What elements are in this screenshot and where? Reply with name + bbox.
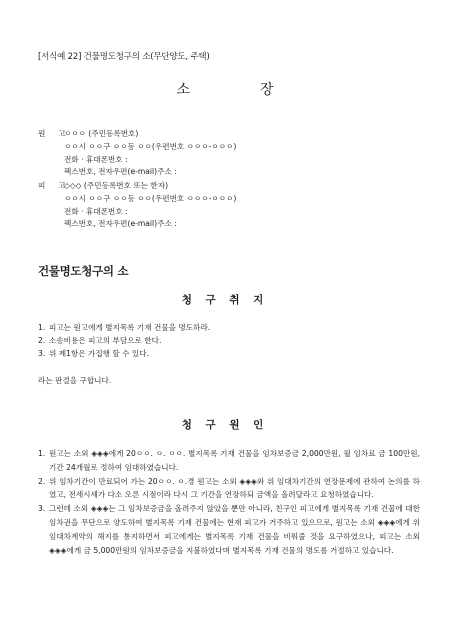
claim-purpose-heading: 청 구 취 지 bbox=[181, 294, 269, 306]
claim-reasons-heading: 청 구 원 인 bbox=[181, 419, 269, 431]
document-title-char: 장 bbox=[260, 82, 274, 98]
list-item: 1. 원고는 소외 ◈◈◈에게 20ㅇㅇ. ㅇ. ㅇㅇ. 별지목록 기재 건물을 임차보증금 2,000만원, 월 임차료 금 100만원, 기간 24개월로 정하여 임대하였습니다. bbox=[38, 449, 420, 472]
list-item: 1. 피고는 원고에게 별지목록 기재 건물을 명도하라. bbox=[38, 323, 211, 332]
plaintiff-address: ㅇㅇ시 ㅇㅇ구 ㅇㅇ동 ㅇㅇ(우편번호 ㅇㅇㅇ-ㅇㅇㅇ) bbox=[64, 141, 237, 151]
plaintiff-phone: 전화 · 휴대폰번호 : bbox=[64, 154, 128, 164]
form-label: [서식예 22] 건물명도청구의 소(무단양도, 주택) bbox=[38, 52, 210, 62]
list-item: 2. 소송비용은 피고의 부담으로 한다. bbox=[38, 336, 162, 346]
plaintiff-label: 원 고 bbox=[38, 129, 66, 138]
claim-purpose-list bbox=[38, 321, 420, 361]
plaintiff-fax-email: 팩스번호, 전자우편(e-mail)주소 : bbox=[64, 167, 177, 177]
defendant-fax-email: 팩스번호, 전자우편(e-mail)주소 : bbox=[64, 219, 177, 229]
plaintiff-name: ㅇㅇㅇ (주민등록번호) bbox=[64, 129, 139, 138]
defendant-label: 피 고 bbox=[38, 181, 66, 190]
claim-conclusion: 라는 판결을 구합니다. bbox=[38, 376, 112, 385]
document-title-char: 소 bbox=[176, 82, 190, 98]
claim-reasons-list bbox=[38, 447, 420, 557]
list-item: 3. 그런데 소외 ◈◈◈는 그 임차보증금을 올려주지 않았을 뿐만 아니라, 친구인 피고에게 별지목록 기재 건물에 대한 임차권을 무단으로 양도하여 별지목록 기재 건물에는 현재 피고가 거주하고 있으므로, 원고는 소외 ◈◈◈에게 위 임대차계약의 해지를 통지하면서 피고에게는 별지목록 기재 건물을 비워줄 것을 요구하였으나, 피고는 소외 ◈◈◈에게 금 5,000만원의 임차보증금을 지불하였다며 별지목록 기재 건물의 명도를 거절하고 있습니다. bbox=[38, 504, 420, 555]
defendant-name: ◇◇◇ (주민등록번호 또는 한자) bbox=[64, 181, 169, 190]
list-item: 3. 위 제1항은 가집행 할 수 있다. bbox=[38, 349, 150, 359]
document-title bbox=[0, 79, 450, 99]
list-item: 2. 위 임차기간이 만료되어 가는 20ㅇㅇ. ㅇ.경 원고는 소외 ◈◈◈와 위 임대차기간의 연장문제에 관하여 논의를 하였고, 전세시세가 다소 오른 시점이라 다시 그 기간을 연장하되 금액을 올려달라고 요청하였습니다. bbox=[38, 476, 420, 500]
defendant-phone: 전화 · 휴대폰번호 : bbox=[64, 206, 128, 216]
defendant-address: ㅇㅇ시 ㅇㅇ구 ㅇㅇ동 ㅇㅇ(우편번호 ㅇㅇㅇ-ㅇㅇㅇ) bbox=[64, 193, 237, 203]
case-name: 건물명도청구의 소 bbox=[38, 264, 129, 278]
